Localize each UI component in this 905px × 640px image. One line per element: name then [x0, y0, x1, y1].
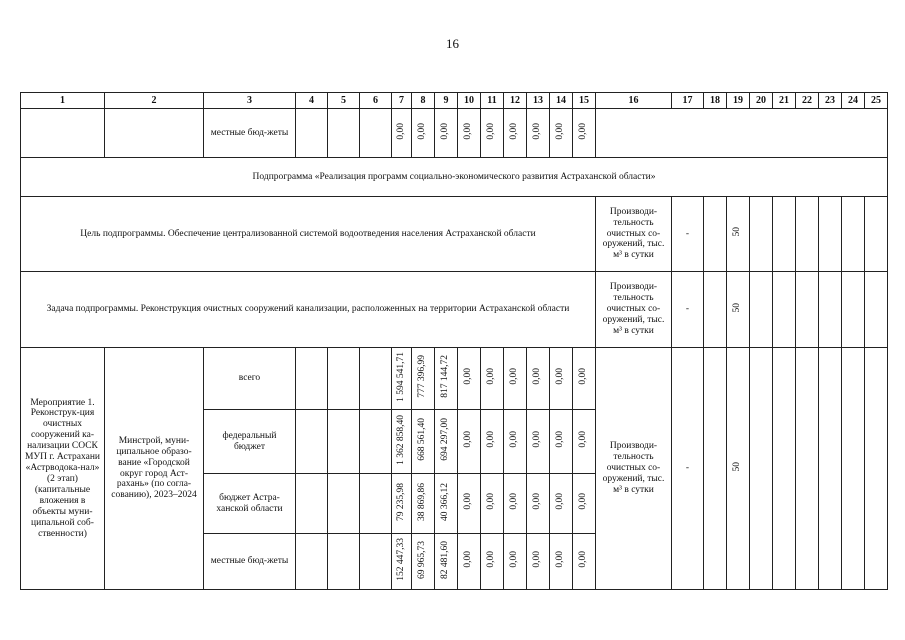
measure-col17: - [672, 348, 704, 590]
col-header: 12 [504, 93, 527, 109]
col-header: 10 [458, 93, 481, 109]
amount-cell: 0,00 [573, 534, 596, 590]
amount-cell: 69 965,73 [412, 534, 435, 590]
task-indicator: Производи-тельность очистных со-оружений, тыс. м³ в сутки [596, 272, 672, 348]
task-col19: 50 [727, 272, 750, 348]
col-header: 7 [392, 93, 412, 109]
amount-cell: 0,00 [504, 410, 527, 474]
amount-cell: 0,00 [550, 109, 573, 158]
amount-cell: 0,00 [573, 348, 596, 410]
col-header: 20 [750, 93, 773, 109]
page-number: 16 [446, 36, 459, 51]
amount-cell: 668 561,40 [412, 410, 435, 474]
col-header: 16 [596, 93, 672, 109]
amount-cell: 0,00 [458, 348, 481, 410]
local-budget-row [21, 109, 888, 158]
amount-cell: 0,00 [481, 410, 504, 474]
col-header: 5 [328, 93, 360, 109]
amount-cell: 0,00 [573, 474, 596, 534]
amount-cell: 0,00 [458, 474, 481, 534]
amount-cell: 0,00 [550, 534, 573, 590]
amount-cell: 0,00 [527, 348, 550, 410]
col-header: 1 [21, 93, 105, 109]
amount-cell: 0,00 [550, 348, 573, 410]
amount-cell: 0,00 [504, 474, 527, 534]
col-header: 18 [704, 93, 727, 109]
amount-cell: 0,00 [481, 348, 504, 410]
goal-row [21, 197, 888, 272]
row-label: местные бюд-жеты [204, 534, 296, 590]
amount-cell: 0,00 [458, 109, 481, 158]
goal-col17: - [672, 197, 704, 272]
col-header: 22 [796, 93, 819, 109]
amount-cell: 0,00 [573, 109, 596, 158]
col-header: 19 [727, 93, 750, 109]
col-header: 17 [672, 93, 704, 109]
goal-col19: 50 [727, 197, 750, 272]
subprogram-title: Подпрограмма «Реализация программ социально-экономического развития Астраханской области» [21, 158, 888, 197]
col-header: 25 [865, 93, 888, 109]
amount-cell: 0,00 [573, 410, 596, 474]
amount-cell: 694 297,00 [435, 410, 458, 474]
program-table [20, 92, 888, 590]
col-header: 8 [412, 93, 435, 109]
col-header: 21 [773, 93, 796, 109]
amount-cell: 0,00 [435, 109, 458, 158]
measure-name: Мероприятие 1. Реконструк-ция очистных сооружений ка-нализации СОСК МУП г. Астрахани «Астрводока-нал» (2 этап) (капитальные вложения в объекты муни-ципальной соб-ственности) [21, 348, 105, 590]
amount-cell: 1 594 541,71 [392, 348, 412, 410]
col-header: 4 [296, 93, 328, 109]
col-header: 2 [105, 93, 204, 109]
col-header: 11 [481, 93, 504, 109]
col-header: 15 [573, 93, 596, 109]
col-header: 24 [842, 93, 865, 109]
amount-cell: 777 396,99 [412, 348, 435, 410]
measure-col19: 50 [727, 348, 750, 590]
amount-cell: 0,00 [481, 534, 504, 590]
amount-cell: 0,00 [458, 534, 481, 590]
amount-cell: 0,00 [458, 410, 481, 474]
measure-executor: Минстрой, муни-ципальное образо-вание «Городской округ город Аст-рахань» (по согла-сованию), 2023–2024 [105, 348, 204, 590]
col-header: 3 [204, 93, 296, 109]
col-header: 13 [527, 93, 550, 109]
task-col17: - [672, 272, 704, 348]
row-label: всего [204, 348, 296, 410]
row-label: местные бюд-жеты [204, 109, 296, 158]
amount-cell: 0,00 [504, 348, 527, 410]
row-label: бюджет Астра-ханской области [204, 474, 296, 534]
amount-cell: 0,00 [527, 410, 550, 474]
goal-text: Цель подпрограммы. Обеспечение централизованной системой водоотведения населения Астраханской области [21, 197, 596, 272]
task-text: Задача подпрограммы. Реконструкция очистных сооружений канализации, расположенных на территории Астраханской области [21, 272, 596, 348]
amount-cell: 79 235,98 [392, 474, 412, 534]
measure-indicator: Производи-тельность очистных со-оружений, тыс. м³ в сутки [596, 348, 672, 590]
measure-row-total [21, 348, 888, 410]
amount-cell: 817 144,72 [435, 348, 458, 410]
amount-cell: 40 366,12 [435, 474, 458, 534]
amount-cell: 0,00 [550, 474, 573, 534]
task-row [21, 272, 888, 348]
amount-cell: 0,00 [527, 474, 550, 534]
amount-cell: 152 447,33 [392, 534, 412, 590]
amount-cell: 0,00 [504, 534, 527, 590]
col-header: 9 [435, 93, 458, 109]
amount-cell: 0,00 [550, 410, 573, 474]
amount-cell: 0,00 [527, 109, 550, 158]
amount-cell: 38 869,86 [412, 474, 435, 534]
amount-cell: 0,00 [412, 109, 435, 158]
amount-cell: 82 481,60 [435, 534, 458, 590]
col-header: 6 [360, 93, 392, 109]
column-number-row [21, 93, 888, 109]
row-label: федеральный бюджет [204, 410, 296, 474]
amount-cell: 0,00 [504, 109, 527, 158]
col-header: 23 [819, 93, 842, 109]
goal-indicator: Производи-тельность очистных со-оружений, тыс. м³ в сутки [596, 197, 672, 272]
amount-cell: 0,00 [481, 109, 504, 158]
amount-cell: 0,00 [481, 474, 504, 534]
amount-cell: 1 362 858,40 [392, 410, 412, 474]
amount-cell: 0,00 [527, 534, 550, 590]
amount-cell: 0,00 [392, 109, 412, 158]
subprogram-row [21, 158, 888, 197]
col-header: 14 [550, 93, 573, 109]
